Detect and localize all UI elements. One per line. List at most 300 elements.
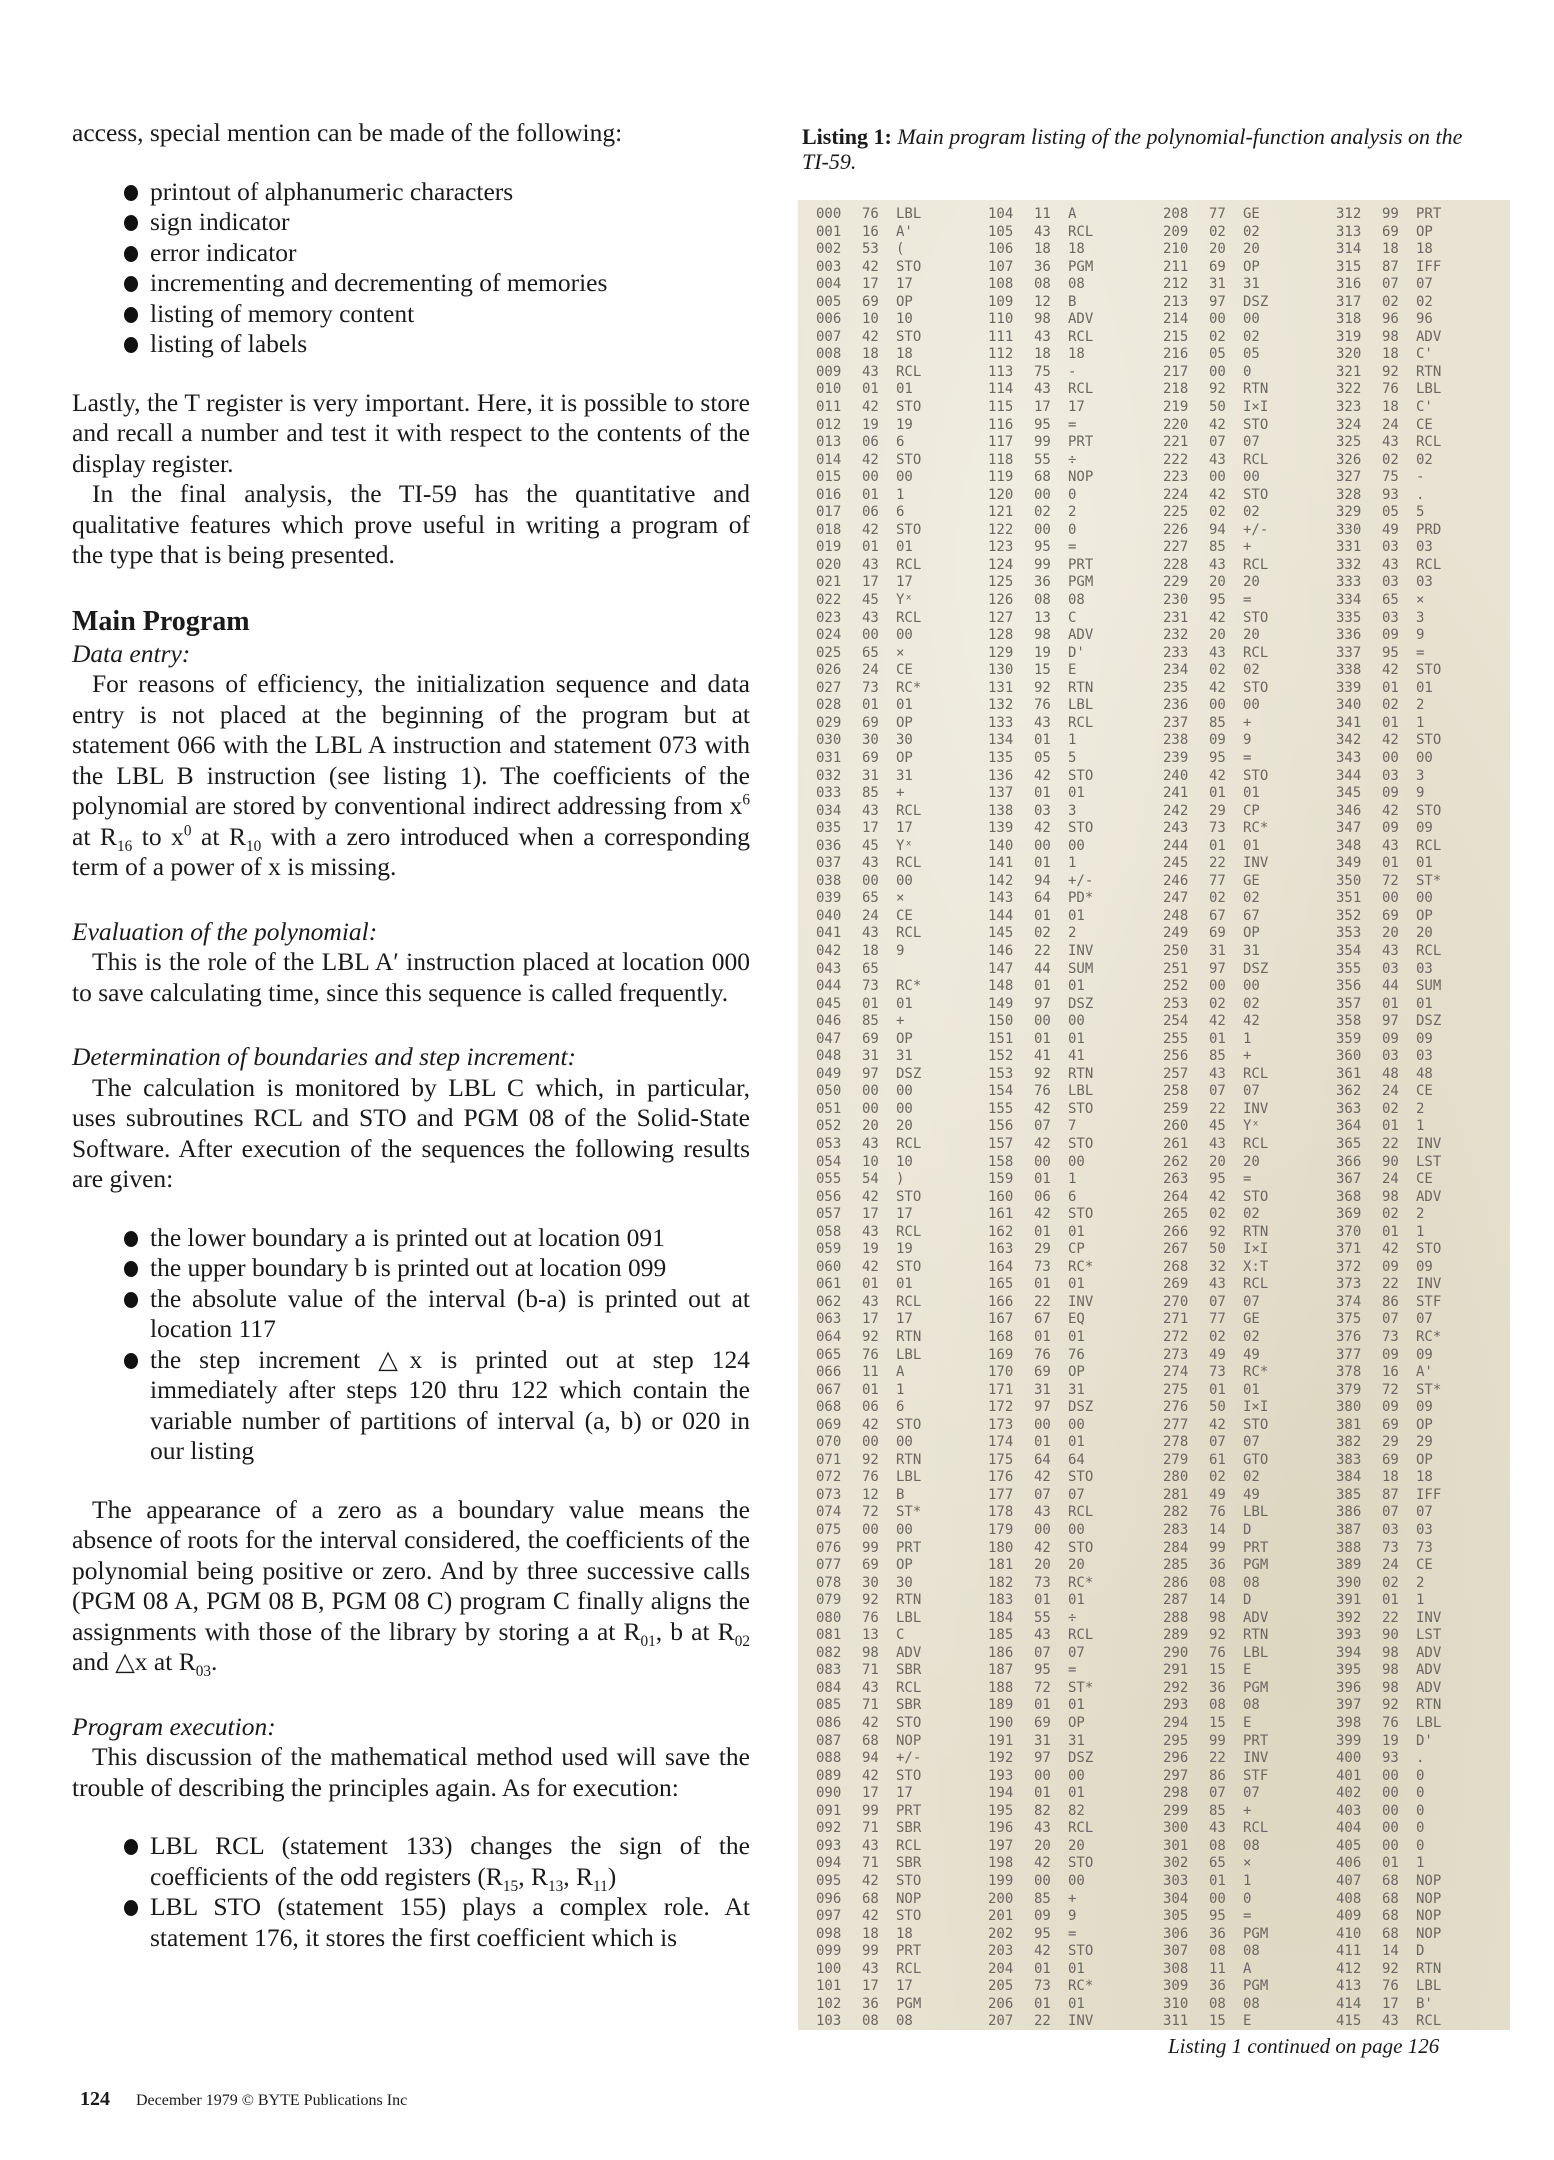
key-code: 76	[1382, 1978, 1399, 1995]
key-code: 19	[1382, 1732, 1399, 1749]
listing-row	[1163, 329, 1293, 347]
key-mnemonic: .	[1416, 486, 1425, 503]
listing-row	[816, 487, 946, 505]
listing-row	[1336, 1943, 1466, 1961]
listing-row	[816, 1504, 946, 1522]
key-code: 01	[1034, 785, 1051, 802]
listing-row	[1163, 1083, 1293, 1101]
step-address: 243	[1163, 820, 1189, 837]
key-code: 77	[1209, 1311, 1226, 1328]
key-code: 77	[1209, 872, 1226, 889]
key-code: 00	[1034, 1416, 1051, 1433]
step-address: 194	[988, 1785, 1014, 1802]
key-mnemonic: 08	[1243, 1837, 1260, 1854]
step-address: 042	[816, 942, 842, 959]
listing-row	[1336, 364, 1466, 382]
step-address: 072	[816, 1469, 842, 1486]
key-mnemonic: 31	[1068, 1381, 1085, 1398]
key-code: 69	[862, 714, 879, 731]
key-code: 42	[1034, 1855, 1051, 1872]
step-address: 340	[1336, 697, 1362, 714]
step-address: 249	[1163, 925, 1189, 942]
key-code: 24	[1382, 1171, 1399, 1188]
key-code: 01	[1382, 1855, 1399, 1872]
key-code: 42	[862, 1715, 879, 1732]
listing-row	[1163, 1417, 1293, 1435]
key-mnemonic: RTN	[1243, 1627, 1269, 1644]
step-address: 303	[1163, 1872, 1189, 1889]
key-mnemonic: =	[1068, 539, 1077, 556]
listing-row	[1336, 1434, 1466, 1452]
key-code: 55	[1034, 451, 1051, 468]
key-mnemonic: 00	[1243, 311, 1260, 328]
step-address: 057	[816, 1206, 842, 1223]
key-code: 43	[862, 855, 879, 872]
listing-row	[816, 627, 946, 645]
step-address: 084	[816, 1679, 842, 1696]
step-address: 384	[1336, 1469, 1362, 1486]
key-code: 42	[1034, 1100, 1051, 1117]
key-mnemonic: 31	[1243, 942, 1260, 959]
step-address: 269	[1163, 1276, 1189, 1293]
step-address: 086	[816, 1715, 842, 1732]
listing-row	[1163, 1504, 1293, 1522]
step-address: 030	[816, 732, 842, 749]
key-code: 42	[862, 1767, 879, 1784]
key-code: 42	[862, 1188, 879, 1205]
step-address: 168	[988, 1329, 1014, 1345]
key-mnemonic: 00	[896, 872, 913, 889]
step-address: 078	[816, 1574, 842, 1591]
key-code: 43	[862, 1960, 879, 1977]
key-code: 20	[1034, 1837, 1051, 1854]
key-mnemonic: RCL	[896, 1293, 922, 1310]
listing-row	[988, 627, 1118, 645]
key-mnemonic: 18	[1068, 241, 1085, 258]
key-mnemonic: A'	[1416, 1364, 1433, 1381]
step-address: 010	[816, 381, 842, 398]
key-code: 42	[1209, 609, 1226, 626]
bullet-icon	[124, 337, 138, 353]
key-code: 09	[1382, 1399, 1399, 1416]
key-mnemonic: ADV	[1416, 1188, 1442, 1205]
key-code: 18	[862, 1925, 879, 1942]
key-mnemonic: STF	[1243, 1767, 1269, 1784]
key-code: 85	[1209, 714, 1226, 731]
key-code: 67	[1209, 907, 1226, 924]
key-code: 08	[862, 2013, 879, 2030]
step-address: 308	[1163, 1960, 1189, 1977]
listing-row	[1336, 750, 1466, 768]
listing-row	[816, 1329, 946, 1347]
listing-row	[1336, 1101, 1466, 1119]
key-mnemonic: LBL	[1068, 697, 1094, 714]
key-mnemonic: ST*	[1068, 1679, 1094, 1696]
listing-row	[1336, 1241, 1466, 1259]
listing-row	[988, 662, 1118, 680]
step-address: 405	[1336, 1837, 1362, 1854]
bullet-icon	[124, 185, 138, 201]
key-code: 01	[1209, 1381, 1226, 1398]
step-address: 354	[1336, 942, 1362, 959]
key-mnemonic: 08	[1243, 1574, 1260, 1591]
step-address: 355	[1336, 960, 1362, 977]
listing-row	[988, 1276, 1118, 1294]
step-address: 377	[1336, 1346, 1362, 1363]
page-footer	[80, 2088, 407, 2111]
step-address: 327	[1336, 469, 1362, 486]
key-code: 76	[862, 206, 879, 222]
step-address: 389	[1336, 1557, 1362, 1574]
key-code: 14	[1382, 1943, 1399, 1960]
key-code: 18	[862, 942, 879, 959]
key-code: 17	[1382, 1995, 1399, 2012]
step-address: 193	[988, 1767, 1014, 1784]
key-code: 01	[1382, 855, 1399, 872]
listing-column	[1163, 206, 1293, 2031]
listing-row	[988, 329, 1118, 347]
listing-row	[816, 1645, 946, 1663]
key-code: 73	[1034, 1574, 1051, 1591]
key-code: 01	[1209, 1030, 1226, 1047]
key-code: 36	[1034, 574, 1051, 591]
key-code: 01	[1034, 855, 1051, 872]
step-address: 352	[1336, 907, 1362, 924]
key-mnemonic: NOP	[1416, 1872, 1442, 1889]
listing-row	[988, 1908, 1118, 1926]
step-address: 051	[816, 1100, 842, 1117]
key-code: 75	[1382, 469, 1399, 486]
step-address: 233	[1163, 644, 1189, 661]
step-address: 116	[988, 416, 1014, 433]
key-code: 17	[1034, 399, 1051, 416]
key-code: 69	[1382, 1416, 1399, 1433]
step-address: 273	[1163, 1346, 1189, 1363]
key-code: 29	[1382, 1434, 1399, 1451]
step-address: 009	[816, 363, 842, 380]
key-code: 06	[862, 504, 879, 521]
step-address: 039	[816, 890, 842, 907]
listing-row	[1336, 1452, 1466, 1470]
listing-row	[816, 1294, 946, 1312]
key-code: 09	[1034, 1908, 1051, 1925]
key-mnemonic: STO	[896, 258, 922, 275]
step-address: 256	[1163, 1048, 1189, 1065]
listing-row	[1163, 469, 1293, 487]
step-address: 316	[1336, 276, 1362, 293]
step-address: 040	[816, 907, 842, 924]
key-code: 72	[1034, 1679, 1051, 1696]
step-address: 049	[816, 1065, 842, 1082]
key-mnemonic: +/-	[1243, 521, 1269, 538]
listing-row	[1163, 1996, 1293, 2014]
key-code: 15	[1209, 1715, 1226, 1732]
step-address: 413	[1336, 1978, 1362, 1995]
key-mnemonic: RTN	[1068, 1065, 1094, 1082]
key-mnemonic: DSZ	[1068, 995, 1094, 1012]
key-mnemonic: DSZ	[1068, 1399, 1094, 1416]
listing-row	[988, 1978, 1118, 1996]
key-mnemonic: 01	[1068, 1592, 1085, 1609]
listing-row	[1336, 434, 1466, 452]
key-mnemonic: OP	[1243, 925, 1260, 942]
listing-row	[1163, 592, 1293, 610]
listing-row	[1163, 1768, 1293, 1786]
listing-row	[1336, 1645, 1466, 1663]
key-code: 97	[1382, 1013, 1399, 1030]
listing-row	[1163, 1382, 1293, 1400]
listing-row	[988, 1347, 1118, 1365]
key-mnemonic: OP	[896, 293, 913, 310]
step-address: 157	[988, 1135, 1014, 1152]
key-mnemonic: RC*	[896, 679, 922, 696]
key-mnemonic: CE	[896, 907, 913, 924]
key-mnemonic: SBR	[896, 1697, 922, 1714]
key-mnemonic: 0	[1068, 521, 1077, 538]
listing-row	[1336, 1540, 1466, 1558]
key-mnemonic: RTN	[1243, 381, 1269, 398]
listing-row	[1336, 1206, 1466, 1224]
step-address: 202	[988, 1925, 1014, 1942]
step-address: 376	[1336, 1329, 1362, 1345]
listing-row	[1163, 750, 1293, 768]
key-mnemonic: 01	[1416, 855, 1433, 872]
key-code: 19	[862, 1241, 879, 1258]
key-code: 76	[862, 1609, 879, 1626]
key-code: 00	[1034, 1522, 1051, 1539]
step-address: 155	[988, 1100, 1014, 1117]
listing-row	[988, 697, 1118, 715]
key-mnemonic: RCL	[1243, 451, 1269, 468]
key-mnemonic: D	[1243, 1522, 1252, 1539]
step-address: 125	[988, 574, 1014, 591]
step-address: 188	[988, 1679, 1014, 1696]
listing-row	[988, 1048, 1118, 1066]
key-mnemonic: PRT	[896, 1539, 922, 1556]
key-mnemonic: 10	[896, 1153, 913, 1170]
step-address: 258	[1163, 1083, 1189, 1100]
key-mnemonic: OP	[896, 714, 913, 731]
listing-row	[1163, 452, 1293, 470]
step-address: 054	[816, 1153, 842, 1170]
key-code: 24	[862, 662, 879, 679]
key-code: 17	[862, 820, 879, 837]
key-code: 36	[1209, 1679, 1226, 1696]
key-code: 20	[1209, 1153, 1226, 1170]
key-mnemonic: 09	[1416, 1399, 1433, 1416]
listing-row	[816, 1434, 946, 1452]
key-code: 44	[1382, 978, 1399, 995]
publication-credit: December 1979 © BYTE Publications Inc	[136, 2092, 408, 2109]
step-address: 035	[816, 820, 842, 837]
listing-row	[988, 680, 1118, 698]
listing-row	[988, 294, 1118, 312]
listing-row	[988, 346, 1118, 364]
listing-row	[1336, 768, 1466, 786]
key-mnemonic: RTN	[896, 1592, 922, 1609]
listing-row	[988, 1399, 1118, 1417]
listing-row	[988, 1487, 1118, 1505]
key-code: 99	[862, 1539, 879, 1556]
key-mnemonic: 03	[1416, 539, 1433, 556]
key-code: 99	[1209, 1539, 1226, 1556]
step-address: 247	[1163, 890, 1189, 907]
key-code: 01	[1034, 1276, 1051, 1293]
key-code: 73	[1382, 1329, 1399, 1345]
listing-row	[1163, 1276, 1293, 1294]
key-code: 22	[1034, 2013, 1051, 2030]
key-code: 43	[1382, 2013, 1399, 2030]
key-code: 01	[1209, 837, 1226, 854]
key-code: 98	[1382, 1679, 1399, 1696]
key-code: 02	[1209, 504, 1226, 521]
step-address: 131	[988, 679, 1014, 696]
listing-row	[1336, 1294, 1466, 1312]
listing-row	[1336, 996, 1466, 1014]
key-mnemonic: 03	[1416, 1522, 1433, 1539]
key-mnemonic: RTN	[1243, 1223, 1269, 1240]
step-address: 381	[1336, 1416, 1362, 1433]
key-mnemonic: 5	[1416, 504, 1425, 521]
step-address: 399	[1336, 1732, 1362, 1749]
step-address: 127	[988, 609, 1014, 626]
key-code: 02	[1034, 504, 1051, 521]
key-mnemonic: RTN	[1068, 679, 1094, 696]
result-item: the step increment △x is printed out at step 124 immediately after steps 120 thru 122 which contain the variable number of partitions of interval (a, b) or 020 in our listing	[124, 1345, 750, 1467]
key-mnemonic: RC*	[1068, 1574, 1094, 1591]
listing-row	[1163, 978, 1293, 996]
step-address: 136	[988, 767, 1014, 784]
listing-row	[988, 206, 1118, 224]
key-mnemonic: OP	[1416, 1451, 1433, 1468]
key-code: 02	[1382, 293, 1399, 310]
key-code: 13	[862, 1627, 879, 1644]
key-mnemonic: -	[1416, 469, 1425, 486]
step-address: 407	[1336, 1872, 1362, 1889]
key-mnemonic: ADV	[1243, 1609, 1269, 1626]
bullet-icon	[124, 1261, 138, 1277]
step-address: 055	[816, 1171, 842, 1188]
listing-row	[1163, 539, 1293, 557]
step-address: 259	[1163, 1100, 1189, 1117]
step-address: 077	[816, 1557, 842, 1574]
step-address: 366	[1336, 1153, 1362, 1170]
key-mnemonic: 00	[1068, 1872, 1085, 1889]
step-address: 235	[1163, 679, 1189, 696]
listing-row	[1336, 1820, 1466, 1838]
listing-row	[1336, 961, 1466, 979]
step-address: 180	[988, 1539, 1014, 1556]
key-code: 73	[862, 679, 879, 696]
key-code: 00	[1209, 311, 1226, 328]
step-address: 245	[1163, 855, 1189, 872]
key-mnemonic: E	[1068, 662, 1077, 679]
step-address: 246	[1163, 872, 1189, 889]
step-address: 357	[1336, 995, 1362, 1012]
key-mnemonic: STO	[1243, 416, 1269, 433]
listing-row	[1163, 1873, 1293, 1891]
listing-row	[816, 417, 946, 435]
key-mnemonic: STO	[896, 1715, 922, 1732]
key-code: 00	[1209, 363, 1226, 380]
step-address: 360	[1336, 1048, 1362, 1065]
listing-row	[816, 1382, 946, 1400]
step-address: 047	[816, 1030, 842, 1047]
key-code: 42	[862, 1258, 879, 1275]
listing-row	[816, 1031, 946, 1049]
key-mnemonic: RCL	[1243, 1820, 1269, 1837]
listing-row	[988, 1364, 1118, 1382]
key-mnemonic: RCL	[1416, 434, 1442, 451]
key-mnemonic: C	[1068, 609, 1077, 626]
step-address: 214	[1163, 311, 1189, 328]
listing-row	[988, 1838, 1118, 1856]
key-mnemonic: 01	[1243, 1381, 1260, 1398]
key-mnemonic: 20	[1068, 1557, 1085, 1574]
key-mnemonic: 02	[1416, 451, 1433, 468]
intro-paragraph: access, special mention can be made of the following:	[72, 118, 623, 147]
step-address: 277	[1163, 1416, 1189, 1433]
key-code: 43	[1209, 1820, 1226, 1837]
key-code: 07	[1209, 1785, 1226, 1802]
key-code: 02	[1209, 223, 1226, 240]
key-mnemonic: RCL	[1243, 556, 1269, 573]
key-code: 45	[862, 837, 879, 854]
key-code: 42	[862, 399, 879, 416]
step-address: 375	[1336, 1311, 1362, 1328]
listing-row	[988, 855, 1118, 873]
key-code: 00	[862, 1083, 879, 1100]
listing-row	[988, 224, 1118, 242]
step-address: 300	[1163, 1820, 1189, 1837]
listing-row	[1336, 1487, 1466, 1505]
step-address: 222	[1163, 451, 1189, 468]
step-address: 124	[988, 556, 1014, 573]
key-code: 68	[1382, 1925, 1399, 1942]
listing-row	[1163, 1469, 1293, 1487]
listing-row	[1336, 381, 1466, 399]
step-address: 280	[1163, 1469, 1189, 1486]
listing-row	[816, 1855, 946, 1873]
key-mnemonic: +	[1243, 714, 1252, 731]
boundaries-paragraph: The calculation is monitored by LBL C which, in particular, uses subroutines RCL and STO and PGM 08 of the Solid-State Software. After execution of the sequences the following results are given:	[72, 1072, 750, 1193]
step-address: 133	[988, 714, 1014, 731]
key-code: 22	[1382, 1135, 1399, 1152]
listing-row	[988, 768, 1118, 786]
listing-row	[1163, 1961, 1293, 1979]
key-mnemonic: 20	[1416, 925, 1433, 942]
listing-row	[816, 1891, 946, 1909]
key-code: 00	[862, 469, 879, 486]
step-address: 282	[1163, 1504, 1189, 1521]
key-code: 69	[1382, 223, 1399, 240]
key-code: 92	[1382, 1697, 1399, 1714]
key-code: 01	[862, 995, 879, 1012]
key-mnemonic: SBR	[896, 1820, 922, 1837]
step-address: 209	[1163, 223, 1189, 240]
listing-row	[988, 1645, 1118, 1663]
listing-row	[816, 1627, 946, 1645]
key-mnemonic: INV	[1243, 855, 1269, 872]
listing-caption	[802, 124, 1482, 174]
key-code: 65	[862, 960, 879, 977]
step-address: 333	[1336, 574, 1362, 591]
key-mnemonic: +	[1243, 1802, 1252, 1819]
listing-row	[1163, 732, 1293, 750]
step-address: 028	[816, 697, 842, 714]
step-address: 099	[816, 1943, 842, 1960]
key-code: 42	[1382, 1241, 1399, 1258]
